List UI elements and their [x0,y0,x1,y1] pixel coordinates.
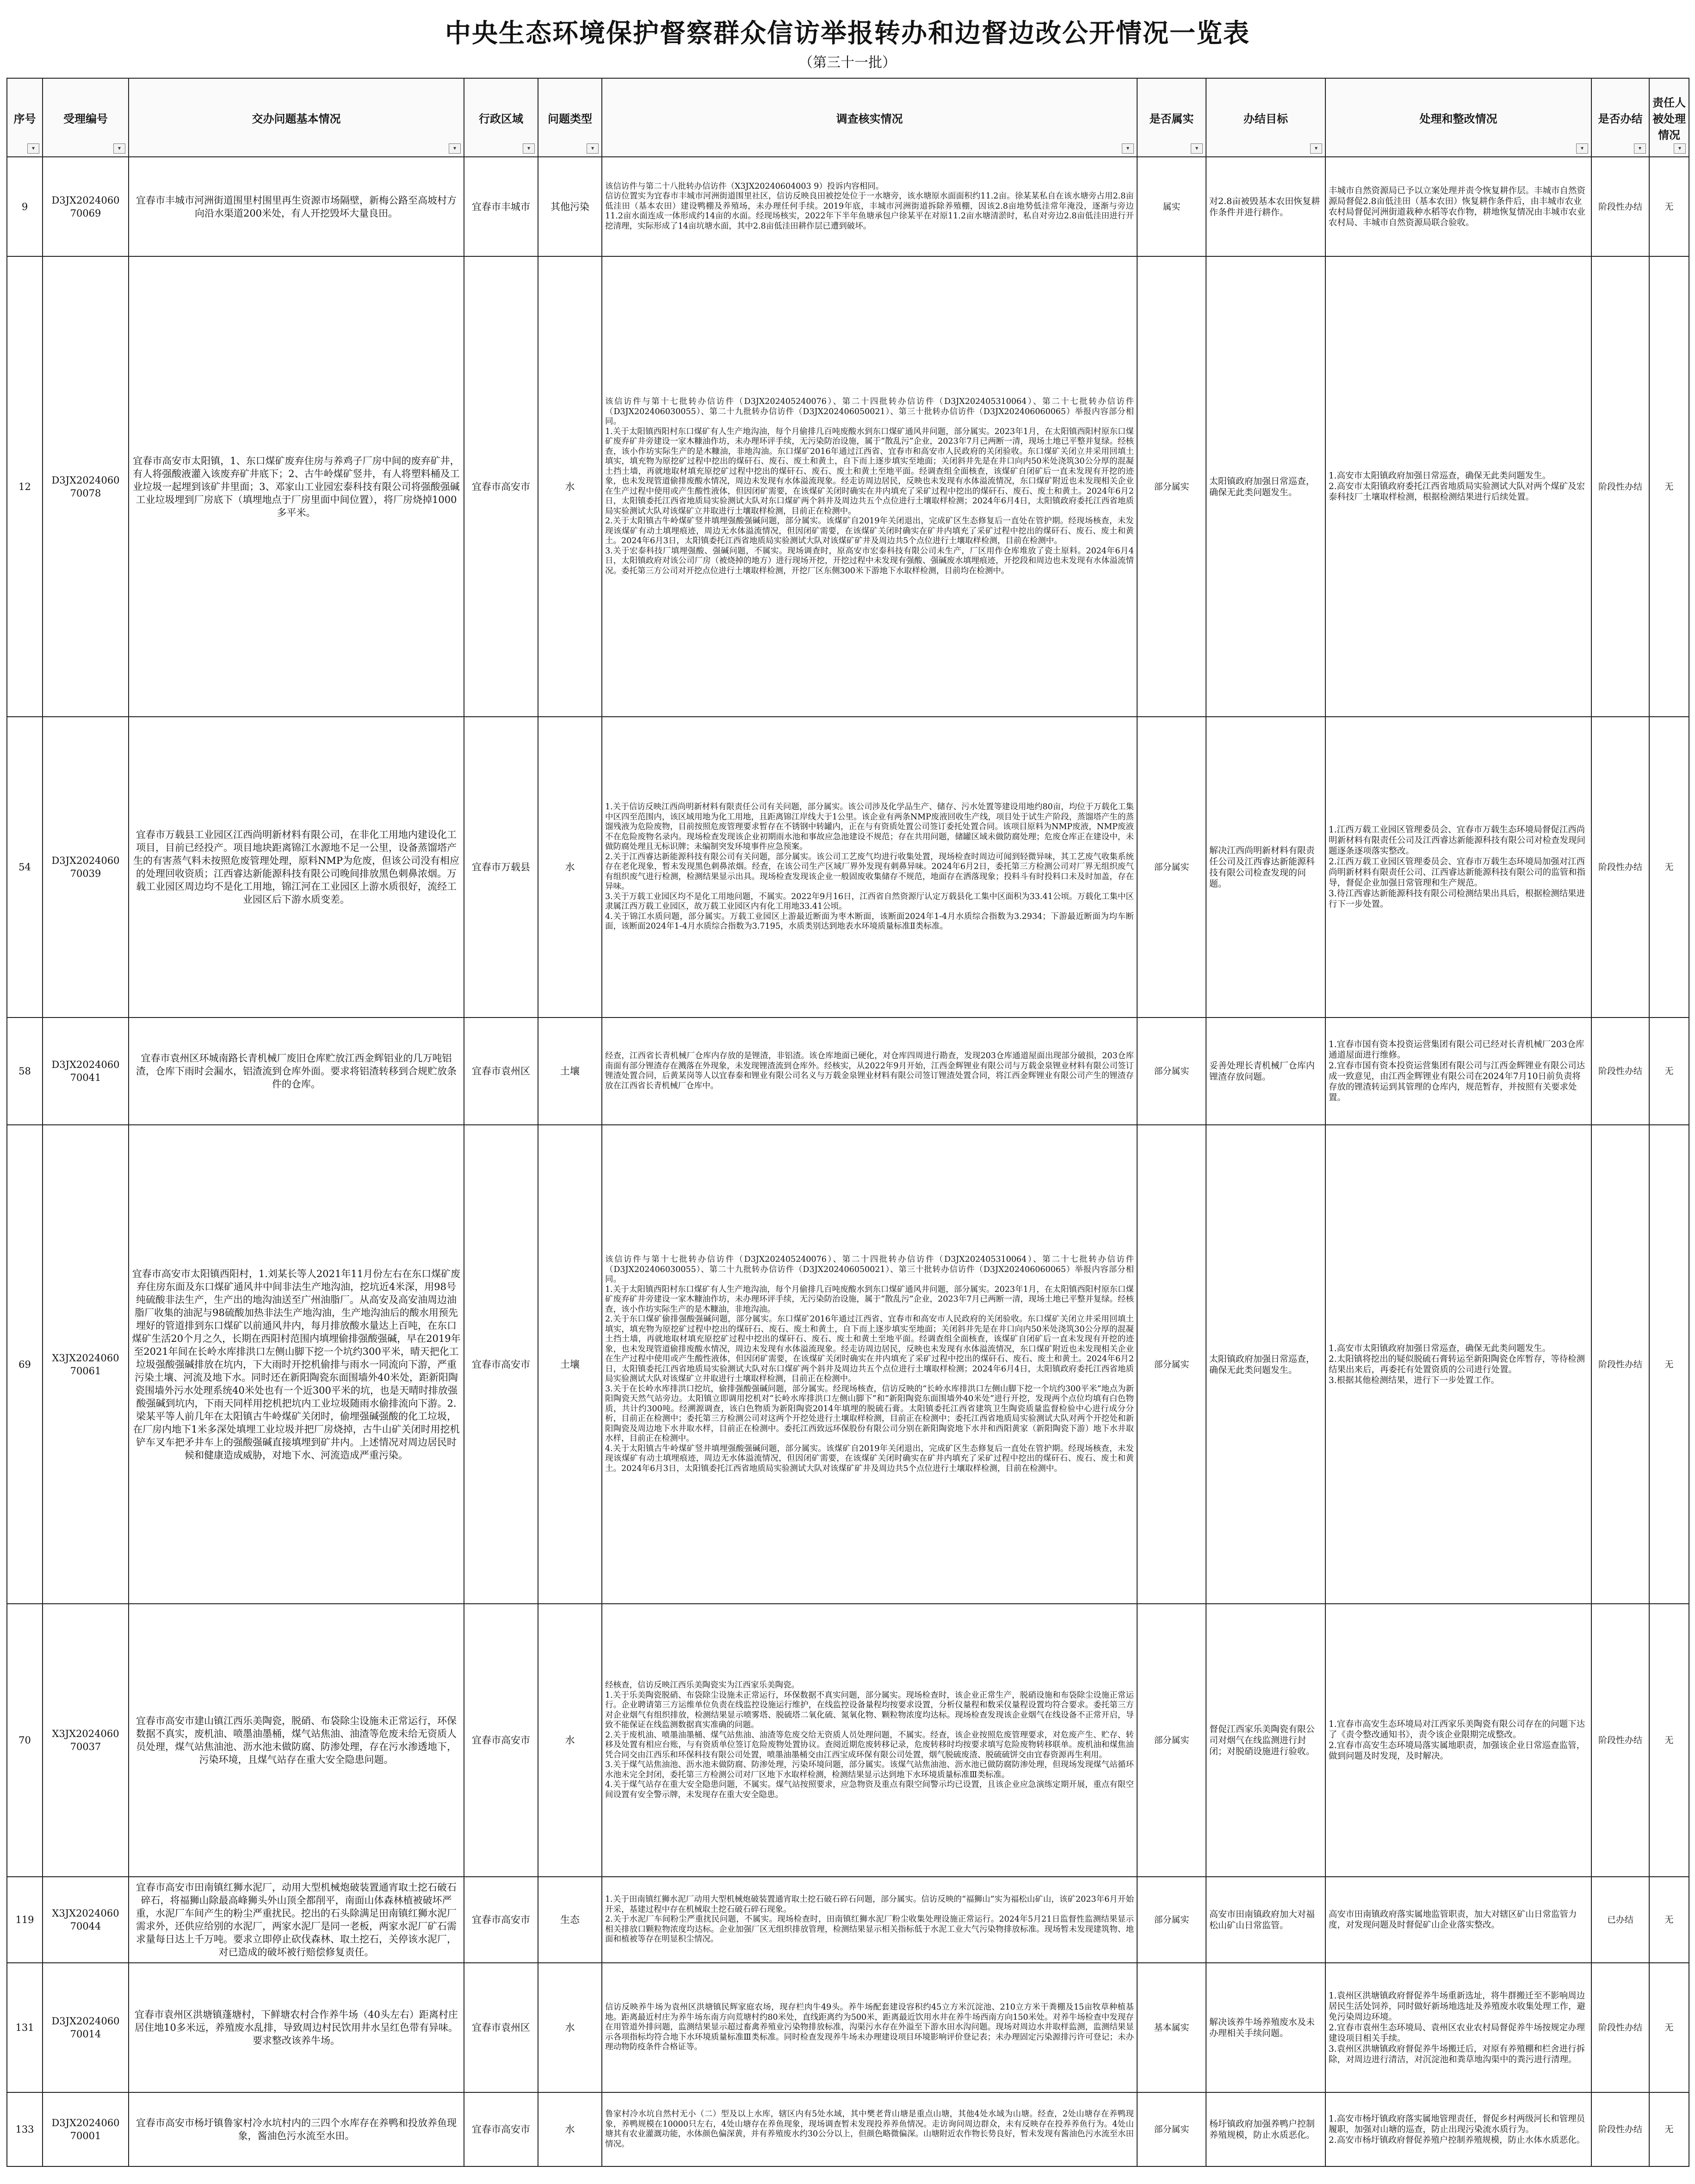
table-row [7,2092,1689,2166]
measure-paragraph: 2.高安市杨圩镇政府督促养殖户控制养殖规模，防止水体水质恶化。 [1329,2135,1585,2145]
measure-paragraph: 1.高安市太阳镇政府加强日常巡查，确保无此类问题发生。 [1329,471,1551,481]
survey-paragraph: 2.关于东口煤矿偷排强酸强碱问题，部分属实。东口煤矿2016年通过江西省、宜春市和高安市人民政府的关闭验收。东口煤矿关闭立井采用回填土填实，填充物为原挖矿过程中挖出的煤矸石、废石、废土和黄土，自下而上逐步填实至地面；关闭斜井先是在井口向内50米处浇筑30公分厚的混凝土挡土墙，再就地取材填充原挖矿过程中挖出的煤矸石、废石、废土和黄土至地平面。经调查组全面核查，该煤矿自闭矿后一直未发现有开挖的迹象，也未发现管道偷排废酸水情况，周边未发现有水体溢流现象。经走访周边居民，反映也未发现有水体溢流情况，东口煤矿附近也未发现相关企业在生产过程中使用或产生酸性液体，但因闭矿需要，在该煤矿关闭时确实在井内填充了采矿过程中挖出的煤矸石、废石、废土和黄土。2024年6月2日，太阳镇委托江西省地质局实验测试大队对东口煤矿两个斜井及周边共五个点位进行土壤取样检测；2024年6月4日，太阳镇政府委托江西省地质局实验测试大队对该煤矿立井取进行土壤取样检测，目前正在检测中。 [605,1315,1134,1384]
cell-region: 宜春市高安市 [464,256,538,717]
cell-type: 水 [538,717,602,1018]
survey-paragraph: 3.关于在长岭水库排洪口挖坑，偷排强酸强碱问题，部分属实。经现场核查，信访反映的“长岭水库排洪口左侧山脚下挖一个坑约300平米”地点为新阳陶瓷天然气站旁边。太阳镇立即调用挖机对“长岭水库排洪口左侧山脚下”和“新阳陶瓷东面围墙外40米处”进行开挖，发现两个点位均填有白色物质，共计约300吨。经溯源调查，该白色物质为新阳陶瓷2014年填埋的脱硫石膏。太阳镇委托江西省建筑卫生陶瓷质量监督检验中心进行成分分析，目前正在检测中；委托第三方检测公司对这两个开挖处进行土壤取样检测，目前正在检测中；委托江西省地质局实验测试大队对两个开挖处和新阳陶瓷及周边地下水井取水样，目前正在检测中。委托江西致远环保股份有限公司分别在新阳陶瓷地下水井和西阳黄家（新阳陶瓷下游）地下水井取水样，目前正在检测中。 [605,1384,1134,1443]
cell-fact: 部分属实 [1137,1018,1206,1125]
cell-type: 土壤 [538,1125,602,1604]
table-header-row [7,78,1689,157]
survey-paragraph: 信访位置实为宜春市丰城市河洲街道围里社区，信访反映良田被挖处位于一水塘旁，该水塘原水面面积约11.2亩。徐某某私自在该水塘旁占用2.8亩低洼田（基本农田）建设鸭棚及养殖场，未办理任何手续。2019年底，丰城市河洲街道拆除养殖棚，因该2.8亩地势低洼常年淹没，逐渐与旁边11.2亩水面连成一体形成约14亩的水面。经现场核实，2022年下半年鱼塘承包户徐某平在对原11.2亩水塘清淤时，私自对旁边2.8亩低洼田进行开挖清理，实际形成了14亩坑塘水面，其中2.8亩低洼田耕作层已遭到破坏。 [605,192,1134,231]
cell-basic: 宜春市高安市太阳镇，1、东口煤矿废弃住房与养鸡子厂房中间的废弃矿井，有人将强酸液灌入该废弃矿井底下；2、古牛岭煤矿竖井，有人将塑料桶及工业垃圾一起埋到该矿井里面；3、邓家山工业园宏泰科技有限公司将强酸强碱工业垃圾埋到厂房底下（填埋地点于厂房里面中间位置），将厂房烧掉1000多平米。 [129,256,464,717]
cell-survey [602,1877,1137,1963]
survey-paragraph: 2.关于废机油、喷墨油墨桶、煤气站焦油、油渣等危废交给无资质人员处理问题，不属实。经查，该企业按照危废管理要求，对危废产生、贮存、转移及处置有相应台账，与有资质单位签订危险废物处置协议。查阅近期危废转移记录，危废转移时均按要求填写危险废物转移联单。废机油和煤焦油凭合同交由江西乐和环保科技有限公司处置，喷墨油墨桶交由江西宝成环保有限公司处置，烟气脱硫废渣、脱硫硫饼交由宜春资源再生利用。 [605,1730,1134,1760]
filter-dropdown-icon[interactable]: ▾ [1122,143,1134,154]
filter-dropdown-icon[interactable]: ▾ [1576,143,1588,154]
cell-region: 宜春市丰城市 [464,157,538,256]
cell-id: X3JX2024060 70061 [43,1125,129,1604]
filter-dropdown-icon[interactable]: ▾ [587,143,599,154]
cell-id: D3JX2024060 70001 [43,2092,129,2166]
cell-type: 水 [538,2092,602,2166]
cell-survey [602,1018,1137,1125]
cell-survey [602,256,1137,717]
survey-paragraph: 经核查，信访反映江西乐美陶瓷实为江西家乐美陶瓷。 [605,1681,799,1690]
cell-region: 宜春市高安市 [464,1604,538,1877]
survey-paragraph: 经查，江西省长青机械厂仓库内存放的是锂渣，非铝渣。该仓库地面已硬化，对仓库四周进行勘查，发现203仓库通道屋面出现部分破损，203仓库南面有部分锂渣存在溅落在外现象，未发现锂渣流到仓库外。经核实，从2022年9月开始，江西金辉锂业有限公司与万载金泉锂业材料有限公司签订锂渣处置合同，后黄某岗等人以宜春泰和锂业有限公司名义与万载金泉锂业材料有限公司签订锂渣处置合同，将江西金辉锂业有限公司产生的锂渣存放在江西省长青机械厂仓库中。 [605,1051,1134,1091]
cell-no: 54 [7,717,43,1018]
cell-no: 12 [7,256,43,717]
column-label: 责任人被处理情况 [1652,95,1686,142]
column-label: 交办问题基本情况 [252,112,341,125]
cell-no: 131 [7,1963,43,2092]
filter-dropdown-icon[interactable]: ▾ [1674,143,1686,154]
survey-paragraph: 2.关于水泥厂车间粉尘严重扰民问题，不属实。现场检查时，田南镇红狮水泥厂粉尘收集处理设施正常运行。2024年5月21日监督性监测结果显示相关排放口颗粒物浓度均达标。企业加强厂区无组织排放管理，检测结果显示相关指标低于水泥工业大气污染物排放标准。现场暂未发现建筑物、地面和植被等存在明显积尘情况。 [605,1915,1134,1944]
cell-person: 无 [1649,1877,1689,1963]
survey-paragraph: 1.关于田南镇红狮水泥厂动用大型机械炮破装置通宵取土挖石破石碎石问题，部分属实。信访反映的“福狮山”实为福松山矿山，该矿2023年6月开始开采，基建过程中存在机械取土挖石破石碎石现象。 [605,1895,1134,1914]
cell-done: 阶段性办结 [1591,1963,1649,2092]
cell-done: 阶段性办结 [1591,1604,1649,1877]
cell-type: 水 [538,1604,602,1877]
cell-region: 宜春市高安市 [464,1877,538,1963]
cell-no: 69 [7,1125,43,1604]
measure-paragraph: 3.待江西睿达新能源科技有限公司检测结果出具后，根据检测结果进行下一步处置。 [1329,889,1585,909]
measure-paragraph: 3.根据其他检测结果，进行下一步处置工作。 [1329,1375,1500,1385]
cell-target: 杨圩镇政府加强养鸭户控制养殖规模，防止水质恶化。 [1206,2092,1325,2166]
cell-no: 58 [7,1018,43,1125]
cell-done: 已办结 [1591,1877,1649,1963]
filter-dropdown-icon[interactable]: ▾ [27,143,39,154]
cell-survey [602,1963,1137,2092]
col-header-target [1206,78,1325,157]
cell-basic: 宜春市袁州区洪塘镇蓬塘村，下鲜塘农村合作养牛场（40头左右）距离村庄居住地10多米远，养殖废水乱排，导致周边村民饮用井水呈红色带有异味。要求整改该养牛场。 [129,1963,464,2092]
cell-id: D3JX2024060 70041 [43,1018,129,1125]
column-label: 办结目标 [1243,112,1288,125]
cell-measures [1325,717,1591,1018]
col-header-fact [1137,78,1206,157]
table-row [7,1018,1689,1125]
table-row [7,1963,1689,2092]
measure-paragraph: 丰城市自然资源局已予以立案处理并责令恢复耕作层。丰城市自然资源局督促2.8亩低洼田（基本农田）恢复耕作条件后，由丰城市农业农村局督促河洲街道栽种水稻等农作物，耕地恢复情况由丰城市农业农村局、丰城市自然资源局联合验收。 [1329,186,1586,228]
filter-dropdown-icon[interactable]: ▾ [1191,143,1203,154]
cell-no: 9 [7,157,43,256]
cell-measures [1325,1963,1591,2092]
cell-target: 妥善处理长青机械厂仓库内锂渣存放问题。 [1206,1018,1325,1125]
column-label: 是否办结 [1598,112,1643,125]
measure-paragraph: 1.宜春市国有资本投资运营集团有限公司已经对长青机械厂203仓库通道屋面进行维修。 [1329,1040,1584,1060]
cell-survey [602,1125,1137,1604]
cell-person: 无 [1649,1963,1689,2092]
cell-measures [1325,157,1591,256]
col-header-done [1591,78,1649,157]
survey-paragraph: 该信访件与第十七批转办信访件（D3JX202405240076）、第二十四批转办信访件（D3JX202405310064）、第二十七批转办信访件（D3JX202406030055）、第二十九批转办信访件（D3JX202406050021）、第三十批转办信访件（D3JX202406060065）举报内容部分相同。 [605,397,1134,426]
cell-region: 宜春市高安市 [464,1125,538,1604]
column-label: 序号 [13,112,36,125]
filter-dropdown-icon[interactable]: ▾ [1634,143,1646,154]
cell-done: 阶段性办结 [1591,1125,1649,1604]
survey-paragraph: 4.关于太阳镇古牛岭煤矿竖井填埋强酸强碱问题，部分属实。该煤矿自2019年关闭退出，完成矿区生态修复后一直处在管护期。经现场核查，未发现该煤矿有动土填埋痕迹，周边无水体溢流情况，但因闭矿需要，在该煤矿关闭时确实在矿井内填充了采矿过程中挖出的煤矸石、废石、废土和黄土。2024年6月3日，太阳镇委托江西省地质局实验测试大队对该煤矿矿井及周边共5个点位进行土壤取样检测，目前在检测中。 [605,1444,1134,1473]
cell-measures [1325,1125,1591,1604]
cell-basic: 宜春市高安市杨圩镇鲁家村冷水坑村内的三四个水库存在养鸭和投放养鱼现象，酱油色污水流至水田。 [129,2092,464,2166]
col-header-survey [602,78,1137,157]
cell-target: 高安市田南镇政府加大对福松山矿山日常监管。 [1206,1877,1325,1963]
cell-target: 太阳镇政府加强日常巡查，确保无此类问题发生。 [1206,1125,1325,1604]
measure-paragraph: 1.宜春市高安生态环境局对江西家乐美陶瓷有限公司存在的问题下达了《责令整改通知书》，责令该企业限期完成整改。 [1329,1719,1585,1740]
cell-measures [1325,2092,1591,2166]
cell-person: 无 [1649,256,1689,717]
cell-type: 其他污染 [538,157,602,256]
cell-id: X3JX2024060 70044 [43,1877,129,1963]
cell-done: 阶段性办结 [1591,1018,1649,1125]
cell-done: 阶段性办结 [1591,256,1649,717]
survey-paragraph: 3.关于万载工业园区均不是化工用地问题，不属实。2022年9月16日，江西省自然资源厅认定万载县化工集中区面积为33.41公顷。万载化工集中区隶属江西万载工业园区，故万载工业园区内有化工用地33.41公顷。 [605,892,1134,912]
survey-paragraph: 4.关于锦江水质问题，部分属实。万载工业园区上游最近断面为枣木断面，该断面2024年1-4月水质综合指数为3.2934；下游最近断面为均车断面，该断面2024年1-4月水质综合指数为3.7195，水质类别达到地表水环境质量标准Ⅱ类标准。 [605,912,1134,931]
cell-region: 宜春市袁州区 [464,1963,538,2092]
cell-region: 宜春市高安市 [464,2092,538,2166]
measure-paragraph: 高安市田南镇政府落实属地监管职责，加大对辖区矿山日常监管力度，对发现问题及时督促矿山企业落实整改。 [1329,1910,1577,1930]
survey-paragraph: 1.关于信访反映江西尚明新材料有限责任公司有关问题，部分属实。该公司涉及化学品生产、储存、污水处置等建设用地约80亩，均位于万载化工集中区四至范围内，该区域用地为化工用地，且距离锦江岸线大于1公里。该企业有两条NMP废液回收生产线，项目处于试生产阶段，蒸馏塔产生的蒸馏残液为危险废物，目前按照危废管理要求暂存在不锈钢中转罐内，正在与有资质处置公司签订委托处置合同。该项目原料为NMP废液，NMP废液不在危险废物名录内。现场检查发现该企业初期雨水池和事故应急池建设不规范；存在共用问题，储罐区域未做防腐处理；危废仓库正在建设中，未做防腐处理且无标识牌；未编制突发环境事件应急预案。 [605,802,1134,852]
cell-no: 70 [7,1604,43,1877]
cell-basic: 宜春市万载县工业园区江西尚明新材料有限公司，在非化工用地内建设化工项目，目前已经投产。项目地块距离锦江水源地不足一公里，设备蒸馏塔产生的有害蒸气料未按照危废管理处理，原料NMP为危废，但该公司没有相应的处理回收资质；江西睿达新能源科技有限公司晚间排放黑色刺鼻浓烟。万载工业园区周边均不是化工用地，锦江河在工业园区上游水质很好，流经工业园区后下游水质变差。 [129,717,464,1018]
cell-basic: 宜春市高安市建山镇江西乐美陶瓷，脱硝、布袋除尘设施未正常运行，环保数据不真实，废机油、喷墨油墨桶，煤气站焦油、油渣等危废未给无资质人员处理，煤气站焦油池、沥水池未做防腐、防渗处理，存在污水渗透地下，污染环境，且煤气站存在重大安全隐患问题。 [129,1604,464,1877]
col-header-region [464,78,538,157]
cell-fact: 部分属实 [1137,256,1206,717]
cell-id: X3JX2024060 70037 [43,1604,129,1877]
cell-type: 水 [538,256,602,717]
cell-person: 无 [1649,717,1689,1018]
cell-type: 土壤 [538,1018,602,1125]
cell-region: 宜春市万载县 [464,717,538,1018]
filter-dropdown-icon[interactable]: ▾ [449,143,461,154]
cell-person: 无 [1649,157,1689,256]
cell-fact: 部分属实 [1137,2092,1206,2166]
col-header-basic [129,78,464,157]
cell-fact: 部分属实 [1137,717,1206,1018]
cell-survey [602,157,1137,256]
measure-paragraph: 2.宜春市袁州生态环境局、袁州区农业农村局督促养牛场按规定办理建设项目相关手续。 [1329,2023,1585,2043]
cell-fact: 部分属实 [1137,1604,1206,1877]
cell-person: 无 [1649,2092,1689,2166]
cell-no: 119 [7,1877,43,1963]
col-header-measures [1325,78,1591,157]
survey-paragraph: 2.关于江西睿达新能源科技有限公司有关问题，部分属实。该公司工艺废气均进行收集处置，现场检查时周边可闻到轻微异味，其工艺废气收集系统存在老化现象，暂未发现黑色刺鼻浓烟。经查，在该公司生产区域厂界外发现有刺鼻异味。2024年6月2日，委托第三方检测公司对厂界无组织废气有组织废气进行检测，检测结果显示出具。现场检查发现该企业一般固废收集储存不规范，地面存在洒落现象；投料斗有时投料口未及时加盖，存在异味。 [605,852,1134,892]
measure-paragraph: 2.太阳镇将挖出的疑似脱硫石膏转运至新阳陶瓷仓库暂存，等待检测结果出来后，再委托有处置资质的公司进行处置。 [1329,1354,1585,1375]
col-header-no [7,78,43,157]
cell-person: 无 [1649,1018,1689,1125]
col-header-person [1649,78,1689,157]
page-subtitle: （第三十一批） [799,55,896,71]
column-label: 是否属实 [1149,112,1194,125]
survey-paragraph: 4.关于煤气站存在重大安全隐患问题，不属实。煤气站按照要求，应急物资及重点有限空间警示均已设置，且该企业应急演练定期开展，重点有限空间设置有安全警示牌，未发现存在重大安全隐患。 [605,1780,1134,1799]
measure-paragraph: 2.宜春市高安生态环境局落实属地职责，加强该企业日常巡查监管，做到问题及时发现，及时解决。 [1329,1741,1585,1761]
cell-done: 阶段性办结 [1591,157,1649,256]
cell-measures [1325,1604,1591,1877]
measure-paragraph: 1.高安市太阳镇政府加强日常巡查，确保无此类问题发生。 [1329,1343,1551,1353]
survey-paragraph: 该信访件与第二十八批转办信访件（X3JX20240604003 9）投诉内容相同。 [605,181,884,191]
survey-paragraph: 2.关于太阳镇古牛岭煤矿竖井填埋强酸强碱问题，部分属实。该煤矿自2019年关闭退出，完成矿区生态修复后一直处在管护期。经现场核查，未发现该煤矿有动土填埋痕迹，周边无水体溢流情况，但因闭矿需要，在该煤矿关闭时确实在矿井内填充了采矿过程中挖出的煤矸石、废石、废土和黄土。2024年6月3日，太阳镇委托江西省地质局实验测试大队对该煤矿矿井及周边共5个点位进行土壤取样检测，目前在检测中。 [605,516,1134,546]
measure-paragraph: 2.宜春市国有资本投资运营集团有限公司与江西金辉锂业有限公司达成一致意见，由江西金辉锂业有限公司在2024年7月10日前负责将存放的锂渣转运到其管理的仓库内，规范暂存，并按照有关要求处置。 [1329,1061,1585,1103]
filter-dropdown-icon[interactable]: ▾ [1310,143,1322,154]
table-row [7,157,1689,256]
col-header-type [538,78,602,157]
survey-paragraph: 3.关于宏泰科技厂填埋强酸、强碱问题，不属实。现场调查时，原高安市宏泰科技有限公司未生产，厂区用作仓库堆放了瓷土原料。2024年6月4日，太阳镇政府对该公司厂房（被烧掉的地方）进行现场开挖，开挖过程中未发现有强酸、强碱废水填埋痕迹，开挖段和周边也未发现有水体溢流情况。委托第三方公司对开挖点位进行土壤取样检测，开挖厂区东侧300米下游地下水取样检测，目前均在检测中。 [605,546,1134,576]
table-row [7,256,1689,717]
cell-fact: 属实 [1137,157,1206,256]
measure-paragraph: 2.江西万载工业园区管理委员会、宜春市万载生态环境局加强对江西尚明新材料有限责任公司、江西睿达新能源科技有限公司的监管和指导，督促企业加强日常管理和生产规范。 [1329,857,1586,888]
measure-paragraph: 1.袁州区洪塘镇政府督促养牛场重新选址，将牛群搬迁至不影响周边居民生活处饲养，同时做好新场地选址及养殖废水收集处理工作，避免污染周边环境。 [1329,1991,1586,2022]
cell-fact: 部分属实 [1137,1125,1206,1604]
column-label: 受理编号 [63,112,108,125]
cell-measures [1325,1018,1591,1125]
filter-dropdown-icon[interactable]: ▾ [523,143,535,154]
filter-dropdown-icon[interactable]: ▾ [113,143,125,154]
cell-basic: 宜春市袁州区环城南路长青机械厂废旧仓库贮放江西金辉铝业的几万吨铝渣，仓库下雨时会漏水，铝渣流到仓库外面。要求将铝渣转移到合规贮放条件的仓库。 [129,1018,464,1125]
cell-id: D3JX2024060 70078 [43,256,129,717]
cell-region: 宜春市袁州区 [464,1018,538,1125]
table-row [7,1125,1689,1604]
survey-paragraph: 3.关于煤气站焦油池、沥水池未做防腐、防渗处理，污染环境问题，部分属实。该煤气站焦油池、沥水池已做防腐防渗处理，但现场发现煤气站循环水池未完全封闭，委托第三方检测公司对厂区地下水取样检测，检测结果显示达到地下水环境质量标准Ⅲ类标准。 [605,1760,1134,1780]
cell-target: 解决江西尚明新材料有限责任公司及江西睿达新能源科技有限公司检查发现的问题。 [1206,717,1325,1018]
cell-basic: 宜春市丰城市河洲街道围里村围里再生资源市场隔壁，新梅公路至高坡村方向沿水渠道200米处，有人开挖毁坏大量良田。 [129,157,464,256]
table-row [7,1604,1689,1877]
report-table [6,78,1689,2167]
cell-target: 督促江西家乐美陶瓷有限公司对烟气在线监测进行封闭；对脱硝设施进行验收。 [1206,1604,1325,1877]
measure-paragraph: 3.袁州区洪塘镇政府督促养牛场搬迁后，对原有养殖棚和栏舍进行拆除，对周边进行清洁，对沉淀池和粪草地沟渠中的粪污进行清理。 [1329,2044,1585,2065]
cell-id: D3JX2024060 70069 [43,157,129,256]
column-label: 问题类型 [548,112,592,125]
cell-target: 对2.8亩被毁基本农田恢复耕作条件并进行耕作。 [1206,157,1325,256]
cell-basic: 宜春市高安市田南镇红狮水泥厂，动用大型机械炮破装置通宵取土挖石破石碎石，将福狮山除最高峰狮头外山顶全都削平，南面山体森林植被破坏严重，水泥厂车间产生的粉尘严重扰民。挖出的石头除满足田南镇红狮水泥厂需求外，还供应给别的水泥厂，两家水泥厂是同一老板，两家水泥厂矿石需求量每日达上千万吨。要求立即停止砍伐森林、取土挖石，关停该水泥厂，对已造成的破坏被行赔偿修复责任。 [129,1877,464,1963]
cell-survey [602,1604,1137,1877]
column-label: 行政区域 [479,112,523,125]
cell-done: 阶段性办结 [1591,2092,1649,2166]
cell-survey [602,717,1137,1018]
cell-no: 133 [7,2092,43,2166]
cell-person: 无 [1649,1604,1689,1877]
cell-id: D3JX2024060 70014 [43,1963,129,2092]
cell-survey [602,2092,1137,2166]
cell-type: 水 [538,1963,602,2092]
cell-measures [1325,256,1591,717]
cell-measures [1325,1877,1591,1963]
col-header-id [43,78,129,157]
table-row [7,717,1689,1018]
measure-paragraph: 1.江西万载工业园区管理委员会、宜春市万载生态环境局督促江西尚明新材料有限责任公司及江西睿达新能源科技有限公司对检查发现问题逐条逐项落实整改。 [1329,825,1586,856]
survey-paragraph: 1.关于太阳镇西阳村东口煤矿有人生产地沟油，每个月偷排几百吨废酸水到东口煤矿通风井问题，部分属实。2023年1月，在太阳镇西阳村原东口煤矿废弃矿井旁建设一家木糠油作坊，未办理环评手续，无污染防治设施，属于“散乱污”企业，2023年7月已两断一清，现场土地已平整并复绿。经核查，该小作坊实际生产的是木糠油，非地沟油。东口煤矿2016年通过江西省、宜春市和高安市人民政府的关闭验收。东口煤矿关闭立井采用回填土填实，填充物为原挖矿过程中挖出的煤矸石、废石、废土和黄土，自下而上逐步填实至地面；关闭斜井先是在井口向内50米处浇筑30公分厚的混凝土挡土墙，再就地取材填充原挖矿过程中挖出的煤矸石、废石、废土和黄土至地平面。经调查组全面核查，该煤矿自闭矿后一直未发现有开挖的迹象，也未发现管道偷排废酸水情况，周边未发现有水体溢流现象。经走访周边居民，反映也未发现有水体溢流情况，东口煤矿附近也未发现相关企业在生产过程中使用或产生酸性液体，但因闭矿需要，在该煤矿关闭时确实在井内填充了采矿过程中挖出的煤矸石、废石、废土和黄土。2024年6月2日，太阳镇委托江西省地质局实验测试大队对东口煤矿两个斜井及周边共五个点位进行土壤取样检测；2024年6月4日，太阳镇政府委托江西省地质局实验测试大队对该煤矿立井取进行土壤取样检测，目前正在检测中。 [605,427,1134,516]
survey-paragraph: 信访反映养牛场为袁州区洪塘镇民辉家庭农场，现存栏肉牛49头。养牛场配套建设容积约45立方米沉淀池、210立方米干粪棚及15亩牧草种植基地。距离最近村庄为养牛场东南方向荒塘村约80米处，直线距离约为500米，距离最近饮用水井在养牛场西南方向150米处。对养牛场检查中发现存在用管道外排问题，监测结果显示超过畜禽养殖业污染物排放标准，沟渠污水存在外溢至下游水田水沟问题。现场对周边水井取样监测，监测结果显示各项指标均符合地下水环境质量标准Ⅲ类标准。同时检查发现养牛场未办理建设项目环境影响评价登记表；未办理固定污染源排污许可登记；未办理动物防疫条件合格证等。 [605,2003,1134,2052]
table-row [7,1877,1689,1963]
survey-paragraph: 1.关于太阳镇西阳村东口煤矿有人生产地沟油，每个月偷排几百吨废酸水到东口煤矿通风井问题，部分属实。2023年1月，在太阳镇西阳村原东口煤矿废弃矿井旁建设一家木糠油作坊，未办理环评手续，无污染防治设施，属于“散乱污”企业，2023年7月已两断一清，现场土地已平整并复绿。经核查，该小作坊实际生产的是木糠油，非地沟油。 [605,1284,1134,1314]
cell-target: 解决该养牛场养殖废水及未办理相关手续问题。 [1206,1963,1325,2092]
column-label: 处理和整改情况 [1419,112,1497,125]
cell-id: D3JX2024060 70039 [43,717,129,1018]
cell-person: 无 [1649,1125,1689,1604]
cell-type: 生态 [538,1877,602,1963]
cell-done: 阶段性办结 [1591,717,1649,1018]
cell-target: 太阳镇政府加强日常巡查，确保无此类问题发生。 [1206,256,1325,717]
measure-paragraph: 2.高安市太阳镇政府委托江西省地质局实验测试大队对两个煤矿及宏泰科技厂土壤取样检测，根据检测结果进行后续处置。 [1329,482,1585,502]
page-title: 中央生态环境保护督察群众信访举报转办和边督边改公开情况一览表 [445,18,1250,49]
column-label: 调查核实情况 [836,112,903,125]
cell-basic: 宜春市高安市太阳镇西阳村，1.刘某长等人2021年11月份左右在东口煤矿废弃住房东面及东口煤矿通风井中间非法生产地沟油，挖坑近4米深，用98号纯硫酸非法生产，生产出的地沟油送至广州油脂厂。从高安及高安油周边油脂厂收集的油泥与98硫酸加热非法生产地沟油，生产地沟油后的酸水用预先埋好的管道排到东口煤矿以前通风井内，每月排放酸水量达上百吨，在东口煤矿生活20个月之久，长期在西阳村范围内填埋偷排强酸强碱，早在2019年至2021年间在长岭水库排洪口左侧山脚下挖一个坑约300平米，晴天把化工垃圾强酸强碱排放在坑内，下大雨时开挖机偷排与雨水一同流向下游，严重污染土壤、河流及地下水。同时还在新阳陶瓷东面围墙外40米处，距新阳陶瓷围墙外污水处理系统40米处也有一个近300平米的坑，也是天晴时排放强酸强碱到坑内，下雨天同样用挖机把坑内工业垃圾随雨水偷排流向下游。2.梁某平等人前几年在太阳镇古牛岭煤矿关闭时，偷埋强碱强酸的化工垃圾，在厂房内地下1米多深处填埋工业垃圾并把厂房烧掉，古牛山矿关闭时用挖机铲车叉车把矛井车上的强酸强碱直接填埋到矿井内。上述情况对周边居民时候和健康造成威胁，对地下水、河流造成严重污染。 [129,1125,464,1604]
cell-fact: 基本属实 [1137,1963,1206,2092]
survey-paragraph: 鲁家村冷水坑自然村无小（二）型及以上水库，辖区内有5处水域，其中樊老背山塘是重点山塘，其他4处水域为山塘。经查，2处山塘存在养鸭现象，养鸭规模在10000只左右，4处山塘存在养鱼现象，现场调查暂未发现投养养鱼情况。走访询问周边群众，未有反映存在投养养鱼行为。4处山塘其有农业灌溉功能，水体颜色偏深黄，并有养殖废水约30公分以上，但颜色略微偏深。山塘附近农作物长势良好，暂未发现有酱油色污水流至水田情况。 [605,2110,1134,2149]
survey-paragraph: 该信访件与第十七批转办信访件（D3JX202405240076）、第二十四批转办信访件（D3JX202405310064）、第二十七批转办信访件（D3JX202406030055）、第二十九批转办信访件（D3JX202406050021）、第三十批转办信访件（D3JX202406060065）举报内容部分相同。 [605,1255,1134,1284]
survey-paragraph: 1.关于乐美陶瓷脱硝、布袋除尘设施未正常运行，环保数据不真实问题，部分属实。现场检查时，该企业正常生产，脱硝设施和布袋除尘设施正常运行。企业聘请第三方运维单位负责在线监控设施运行维护，在线监控设备量程均按要求设置，分析仪量程和数采仪量程设置均符合要求。委托第三方对企业烟气有组织排放，检测结果显示喷雾塔、脱硫塔二氧化硫、氮氧化物、颗粒物浓度均达标。现场检查发现该企业烟气在线设备不正常开启，导致不能保证在线监测数据真实准确的问题。 [605,1690,1134,1730]
cell-fact: 部分属实 [1137,1877,1206,1963]
measure-paragraph: 1.高安市杨圩镇政府落实属地管理责任，督促乡村两级河长和管理员履职，加强对山塘的巡查，防止出现污染流水质行为。 [1329,2114,1585,2134]
